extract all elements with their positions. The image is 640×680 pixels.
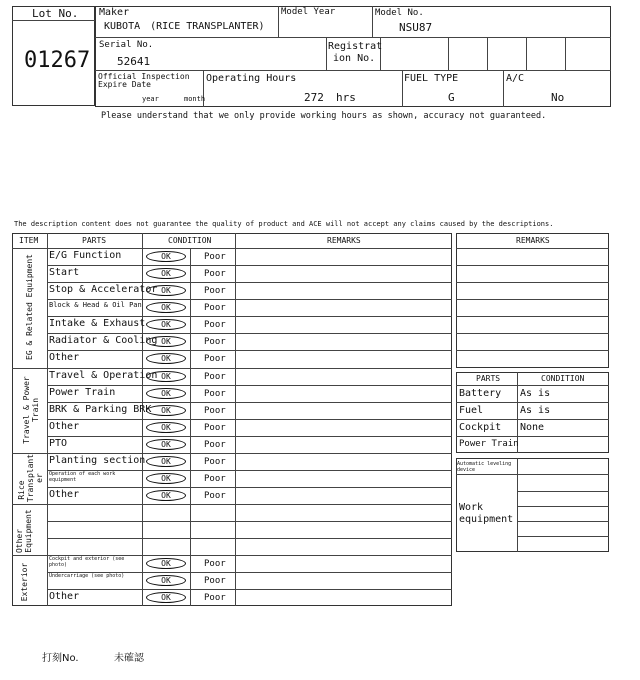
item-header: ITEM [19,236,39,245]
section-rice-label-3: er [35,473,44,483]
ok-option[interactable]: OK [146,319,186,330]
ok-option[interactable]: OK [146,353,186,364]
part-label: Block & Head & Oil Pan [49,301,142,309]
right-parts-header: PARTS [476,374,501,383]
part-label: Stop & Accelerator [49,284,158,295]
fuel-type-label: FUEL TYPE [404,73,459,84]
serial-label: Serial No. [99,40,154,50]
part-label: Planting section [49,455,146,466]
right-remarks-header: REMARKS [516,236,550,245]
right-part-fuel: Fuel [459,405,484,416]
serial-value: 52641 [117,55,151,68]
poor-option[interactable]: Poor [204,389,226,399]
ok-option[interactable]: OK [146,592,186,603]
ok-option[interactable]: OK [146,575,186,586]
model-year-label: Model Year [281,7,336,17]
poor-option[interactable]: Poor [204,269,226,279]
poor-option[interactable]: Poor [204,423,226,433]
ok-option[interactable]: OK [146,439,186,450]
part-label: BRK & Parking BRK [49,404,152,415]
part-label: PTO [49,438,68,449]
year-label: year [142,95,159,103]
part-label: Power Train [49,387,116,398]
right-part-battery: Battery [459,388,502,399]
operating-hours-value: 272 [304,91,324,104]
poor-option[interactable]: Poor [204,372,226,382]
lot-number: 01267 [24,48,91,73]
part-label: Travel & Operation [49,370,158,381]
ok-option[interactable]: OK [146,490,186,501]
poor-option[interactable]: Poor [204,320,226,330]
section-exterior-label: Exterior [20,562,29,602]
poor-option[interactable]: Poor [204,252,226,262]
inspection-label-2: Expire Date [98,80,151,89]
maker-value: KUBOTA (RICE TRANSPLANTER) [104,21,265,32]
poor-option[interactable]: Poor [204,303,226,313]
section-rice-label-2: Transplant [26,453,35,503]
part-label: E/G Function [49,250,122,261]
maker-label: Maker [99,7,130,18]
disclaimer: The description content does not guarantee the quality of product and ACE will not accept any claims caused by the descriptions. [14,220,554,228]
model-no-value: NSU87 [399,21,433,34]
ok-option[interactable]: OK [146,405,186,416]
ok-option[interactable]: OK [146,456,186,467]
part-label: Other [49,421,80,432]
part-label: Other [49,489,80,500]
poor-option[interactable]: Poor [204,406,226,416]
right-condition-header: CONDITION [541,374,585,383]
section-travel-label-1: Travel & Power [22,376,31,444]
ok-option[interactable]: OK [146,268,186,279]
remarks-header: REMARKS [327,236,361,245]
hours-note: Please understand that we only provide working hours as shown, accuracy not guaranteed. [101,111,547,121]
poor-option[interactable]: Poor [204,286,226,296]
model-no-label: Model No. [375,8,424,18]
poor-option[interactable]: Poor [204,491,226,501]
part-label: Start [49,267,80,278]
ac-value: No [551,91,565,104]
ok-option[interactable]: OK [146,251,186,262]
stamp-value: 未確認 [114,653,144,664]
poor-option[interactable]: Poor [204,457,226,467]
part-label: Undercarriage (see photo) [49,573,125,579]
poor-option[interactable]: Poor [204,576,226,586]
part-label: Radiator & Cooling [49,335,158,346]
registration-label-2: ion No. [333,53,376,64]
ok-option[interactable]: OK [146,336,186,347]
registration-label-1: Registrat [328,41,383,52]
right-part-power-train: Power Train [459,439,519,449]
work-label-1: Work [459,502,484,513]
section-travel-label-2: Train [31,397,40,423]
poor-option[interactable]: Poor [204,474,226,484]
poor-option[interactable]: Poor [204,354,226,364]
ok-option[interactable]: OK [146,422,186,433]
ok-option[interactable]: OK [146,371,186,382]
section-eg-label: EG & Related Equipment [25,254,34,360]
ok-option[interactable]: OK [146,388,186,399]
ok-option[interactable]: OK [146,473,186,484]
leveling-label: Automatic leveling device [457,461,512,473]
work-label-2: equipment [459,514,514,525]
right-cond-battery: As is [520,388,551,399]
condition-header: CONDITION [168,236,212,245]
ok-option[interactable]: OK [146,285,186,296]
right-part-cockpit: Cockpit [459,422,502,433]
part-label: Operation of each work equipment [49,471,116,483]
operating-hours-label: Operating Hours [206,73,297,84]
section-rice-label-1: Rice [17,480,26,500]
ok-option[interactable]: OK [146,302,186,313]
part-label: Other [49,591,80,602]
ok-option[interactable]: OK [146,558,186,569]
poor-option[interactable]: Poor [204,593,226,603]
section-other-label-1: Other [15,528,24,554]
part-label: Cockpit and exterior (see photo) [49,556,125,568]
poor-option[interactable]: Poor [204,559,226,569]
lot-label: Lot No. [32,7,79,20]
fuel-type-value: G [448,91,455,104]
section-other-label-2: Equipment [24,509,33,553]
poor-option[interactable]: Poor [204,440,226,450]
part-label: Other [49,352,80,363]
parts-header: PARTS [82,236,107,245]
poor-option[interactable]: Poor [204,337,226,347]
right-remarks-table [456,233,609,368]
stamp-label: 打刻No. [42,653,79,664]
right-cond-fuel: As is [520,405,551,416]
ac-label: A/C [506,73,525,84]
right-cond-cockpit: None [520,422,545,433]
month-label: month [184,95,206,103]
inspection-label-1: Official Inspection [98,72,190,81]
hours-unit: hrs [336,91,356,104]
part-label: Intake & Exhaust [49,318,146,329]
